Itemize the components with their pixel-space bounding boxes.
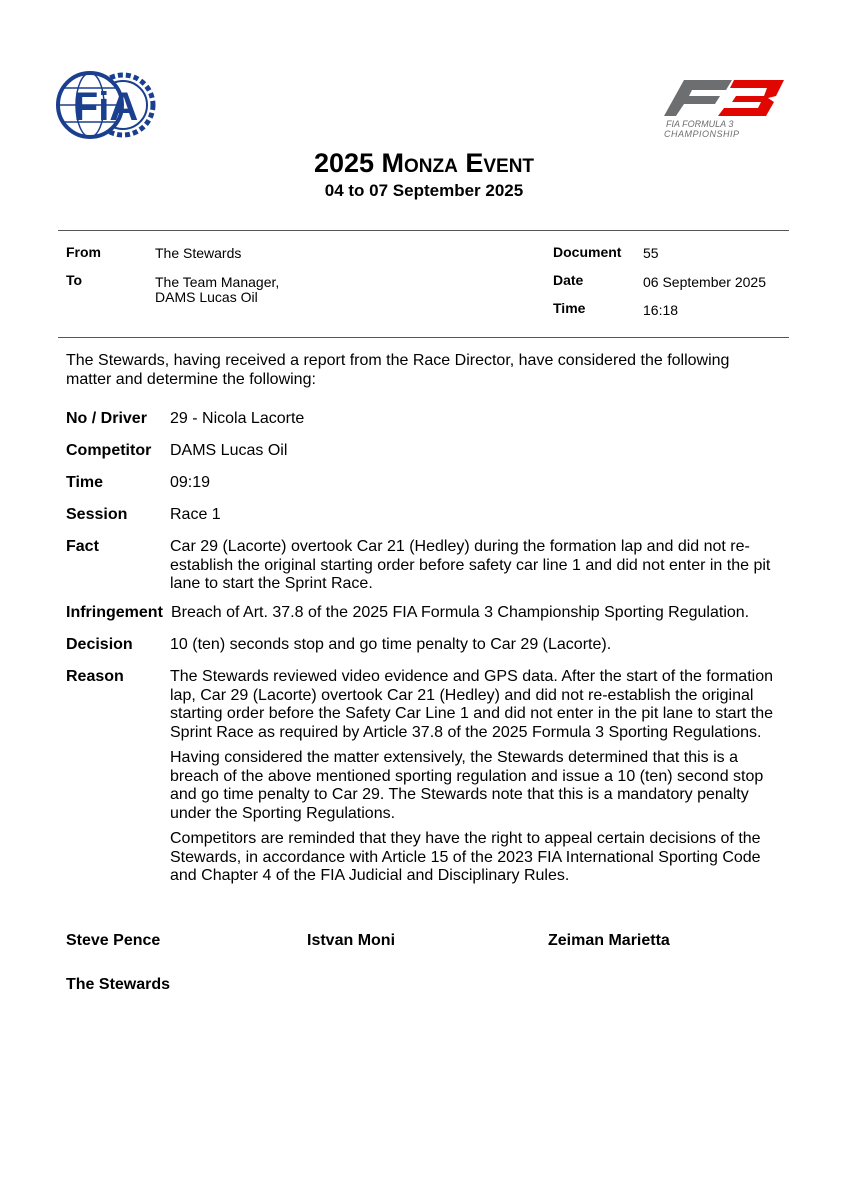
document-value: 55 [643,245,659,261]
signature-name: Steve Pence [66,932,161,949]
reason-paragraph: Competitors are reminded that they have the right to appeal certain decisions of the Stewards, in accordance with Article 15 of the 2023 FIA International Sporting Code and Chapter 4 of the FIA Judicial and Disciplinary Rules. [170,830,761,884]
infringement-value: Breach of Art. 37.8 of the 2025 FIA Formula 3 Championship Sporting Regulation. [171,604,750,621]
time-label: Time [553,300,586,316]
from-value: The Stewards [155,245,242,261]
footer-stewards: The Stewards [66,976,171,993]
session-value: Race 1 [170,506,221,523]
event-dates: 04 to 07 September 2025 [324,181,524,200]
svg-text:CHAMPIONSHIP: CHAMPIONSHIP [664,129,740,139]
fact-value: Car 29 (Lacorte) overtook Car 21 (Hedley) during the formation lap and did not re-establish the original starting order before safety car line 1 and did not enter in the pit lane to start the Sprint Race. [170,538,771,592]
signature-name: Istvan Moni [307,932,396,949]
field-label: Time [66,474,104,491]
field-label: Decision [66,636,133,653]
field-label: Reason [66,668,124,685]
reason-paragraph: The Stewards reviewed video evidence and GPS data. After the start of the formation lap, Car 29 (Lacorte) overtook Car 21 (Hedley) and did not re-establish the original starting order before the Safety Car Line 1 and did not enter in the pit lane to start the Sprint Race as required by Article 37.8 of the 2025 Formula 3 Sporting Regulations. [170,668,774,741]
page-title: 2025 Monza Event [313,148,535,178]
svg-text:FiA: FiA [73,85,139,129]
decision-value: 10 (ten) seconds stop and go time penalty to Car 29 (Lacorte). [170,636,612,653]
document-label: Document [553,244,622,260]
intro-text: The Stewards, having received a report from the Race Director, have considered the following matter and determine the following: [66,352,730,388]
to-value-2: DAMS Lucas Oil [155,289,258,305]
date-label: Date [553,272,584,288]
fia-logo [56,70,156,140]
reason-paragraph: Having considered the matter extensively, the Stewards determined that this is a breach of the above mentioned sporting regulation and issue a 10 (ten) second stop and go time penalty to Car 29. The Stewards note that this is a mandatory penalty under the Sporting Regulations. [170,749,764,822]
to-value-1: The Team Manager, [155,274,280,290]
field-label: Session [66,506,128,523]
field-label: Competitor [66,442,152,459]
svg-text:FIA FORMULA 3: FIA FORMULA 3 [666,119,734,129]
field-label: Fact [66,538,99,555]
driver-value: 29 - Nicola Lacorte [170,410,305,427]
f3-logo [662,72,787,142]
competitor-value: DAMS Lucas Oil [170,442,288,459]
time-value: 09:19 [170,474,211,491]
field-label: No / Driver [66,410,147,427]
from-label: From [66,244,101,260]
signature-name: Zeiman Marietta [548,932,670,949]
reason-value [170,668,785,893]
divider [58,337,789,338]
date-value: 06 September 2025 [643,274,766,290]
to-label: To [66,272,83,288]
divider [58,230,789,231]
time-value: 16:18 [643,302,679,318]
field-label: Infringement [66,604,163,621]
